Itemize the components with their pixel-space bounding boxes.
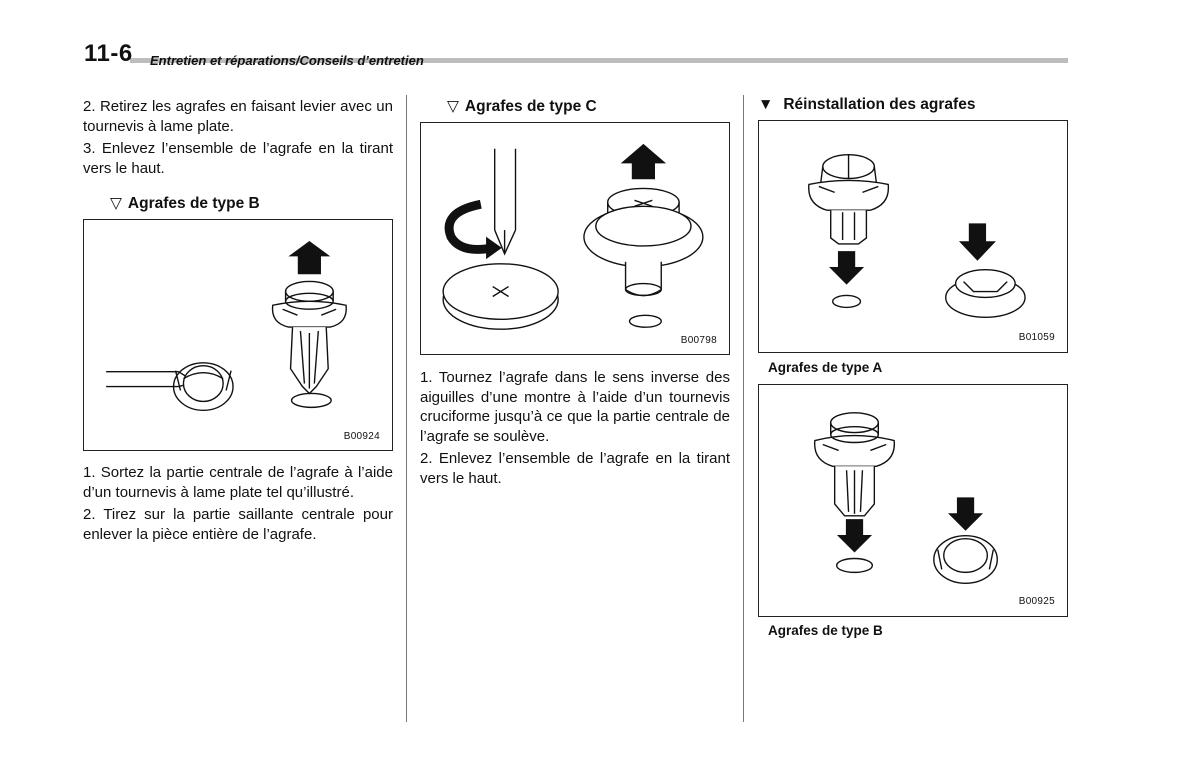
clip-head (286, 281, 334, 301)
arrow-up-icon (623, 145, 665, 179)
step-text: 1. Sortez la partie centrale de l’agrafe à l’aide d’un tournevis à lame plate tel qu’illustré. (83, 464, 393, 501)
outline-triangle-icon: ▽ (110, 195, 122, 212)
arrow-down-icon (831, 252, 863, 284)
col2-steps (420, 368, 730, 491)
column-divider-2 (743, 95, 744, 722)
clip-a-legs (831, 210, 867, 244)
col2-heading (447, 97, 597, 116)
step-text: 2. Enlevez l’ensemble de l’agrafe en la tirant vers le haut. (420, 450, 730, 487)
step-text: 2. Tirez sur la partie saillante centrale pour enlever la pièce entière de l’agrafe. (83, 506, 393, 543)
col1-after-steps (83, 463, 393, 547)
col3-heading (758, 96, 975, 114)
figure-caption: Agrafes de type A (768, 360, 883, 375)
figure-type-c-removal (420, 122, 730, 355)
heading-text: Agrafes de type B (127, 195, 260, 212)
outline-triangle-icon: ▽ (447, 98, 459, 115)
col1-steps (83, 97, 393, 181)
phillips-screwdriver (495, 149, 516, 230)
clip-a-flange (809, 180, 889, 210)
figure-code: B00924 (343, 431, 380, 442)
filled-triangle-icon: ▼ (758, 96, 774, 113)
arrow-down-icon (961, 224, 995, 260)
panel-hole (630, 315, 662, 327)
column-divider-1 (406, 95, 407, 722)
figure-type-b-removal (83, 219, 393, 451)
clip-removal-illustration (84, 220, 392, 450)
heading-text: Réinstallation des agrafes (783, 96, 976, 113)
panel-hole (837, 558, 873, 572)
figure-code: B01059 (1018, 332, 1055, 343)
figure-caption: Agrafes de type B (768, 623, 883, 638)
panel-hole (292, 393, 332, 407)
step-text: 3. Enlevez l’ensemble de l’agrafe en la tirant vers le haut. (83, 140, 393, 177)
arrow-down-icon (950, 498, 982, 530)
step-text: 2. Retirez les agrafes en faisant levier avec un tournevis à lame plate. (83, 98, 393, 135)
arrow-down-icon (839, 520, 871, 552)
clip-c-stem (626, 262, 662, 296)
section-title: Entretien et réparations/Conseils d’entretien (150, 53, 424, 68)
figure-code: B00925 (1018, 596, 1055, 607)
figure-type-b-reinstall (758, 384, 1068, 617)
arrow-up-icon (291, 242, 329, 274)
clip-b-reinstall-illustration (759, 385, 1067, 616)
panel-hole (833, 295, 861, 307)
screwdriver-blade (106, 372, 178, 387)
step-text: 1. Tournez l’agrafe dans le sens inverse des aiguilles d’une montre à l’aide d’un tournevis cruciforme jusqu’à ce que la partie centrale de l’agrafe se soulève. (420, 369, 730, 445)
page-number: 11-6 (84, 40, 133, 67)
clip-b-flange (815, 436, 895, 467)
figure-code: B00798 (680, 335, 717, 346)
heading-text: Agrafes de type C (464, 98, 597, 115)
clip-a-reinstall-illustration (759, 121, 1067, 352)
figure-type-a-reinstall (758, 120, 1068, 353)
clip-c-removal-illustration (421, 123, 729, 354)
col1-heading (110, 194, 260, 213)
